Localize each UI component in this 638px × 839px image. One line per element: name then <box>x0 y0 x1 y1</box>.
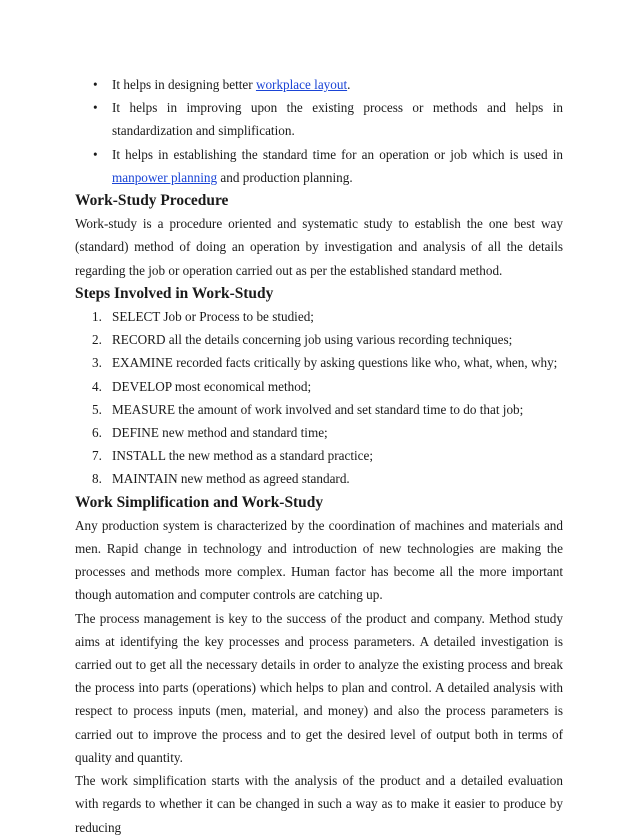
step-number: 5. <box>92 401 102 417</box>
step-number: 8. <box>92 471 102 487</box>
step-number: 6. <box>92 425 102 441</box>
step-number: 3. <box>92 355 102 371</box>
simplification-paragraph-3: The work simplification starts with the analysis of the product and a detailed evaluation with regards to whether it can be changed in such a way as to make it easier to produce by reducing <box>75 773 563 835</box>
step-text: SELECT Job or Process to be studied; <box>112 309 314 325</box>
simplification-paragraph-1: Any production system is characterized by the coordination of machines and materials and men. Rapid change in technology and introduction of new technologies are making the processes and methods more complex. Human factor has become all the more important though automation and computer controls are catching up. <box>75 517 563 603</box>
step-item <box>75 351 563 374</box>
step-item <box>75 305 563 328</box>
step-text: MEASURE the amount of work involved and set standard time to do that job; <box>112 401 524 417</box>
benefits-list <box>75 73 563 189</box>
document-page <box>75 73 563 839</box>
workplace-layout-link[interactable]: workplace layout <box>255 77 348 92</box>
list-item-text: It helps in improving upon the existing process or methods and helps in standardization and simplification. <box>112 100 563 139</box>
step-number: 1. <box>92 309 102 325</box>
step-item <box>75 444 563 467</box>
step-text: DEVELOP most economical method; <box>112 378 312 394</box>
list-item <box>75 96 563 142</box>
step-text: EXAMINE recorded facts critically by asking questions like who, what, when, why; <box>112 355 558 371</box>
step-item <box>75 421 563 444</box>
step-item <box>75 398 563 421</box>
section-heading-procedure: Work-Study Procedure <box>75 192 229 210</box>
list-item <box>75 143 563 189</box>
list-item-text: and production planning. <box>217 169 353 185</box>
list-item <box>75 73 563 96</box>
procedure-paragraph: Work-study is a procedure oriented and systematic study to establish the one best way (standard) method of doing an operation by investigation and analysis of all the details regarding the job or operation carried out as per the established standard method. <box>75 216 563 278</box>
bullet-icon: • <box>93 100 98 116</box>
list-item-text: It helps in designing better <box>112 77 256 92</box>
step-number: 7. <box>92 448 102 464</box>
step-number: 2. <box>92 332 102 348</box>
step-text: MAINTAIN new method as agreed standard. <box>112 471 350 487</box>
simplification-paragraph-2: The process management is key to the success of the product and company. Method study aims at identifying the key processes and process parameters. A detailed investigation is carried out to get all the necessary details in order to analyze the existing process and break the process into parts (operations) which helps to plan and control. A detailed analysis with respect to process inputs (men, material, and money) and also the process parameters is carried out to improve the process and to get the desired level of output both in terms of quality and quantity. <box>75 610 563 765</box>
steps-list <box>75 305 563 491</box>
list-item-text: . <box>347 77 351 92</box>
list-item-text: It helps in establishing the standard time for an operation or job which is used in <box>112 146 563 162</box>
bullet-icon: • <box>93 146 98 162</box>
step-text: RECORD all the details concerning job using various recording techniques; <box>112 332 513 348</box>
step-item <box>75 375 563 398</box>
manpower-planning-link[interactable]: manpower planning <box>112 169 218 185</box>
step-text: INSTALL the new method as a standard practice; <box>112 448 374 464</box>
step-number: 4. <box>92 378 102 394</box>
step-item <box>75 467 563 490</box>
bullet-icon: • <box>93 77 98 92</box>
section-heading-steps: Steps Involved in Work-Study <box>75 284 274 302</box>
section-heading-simplification: Work Simplification and Work-Study <box>75 493 324 511</box>
step-text: DEFINE new method and standard time; <box>112 425 328 441</box>
step-item <box>75 328 563 351</box>
